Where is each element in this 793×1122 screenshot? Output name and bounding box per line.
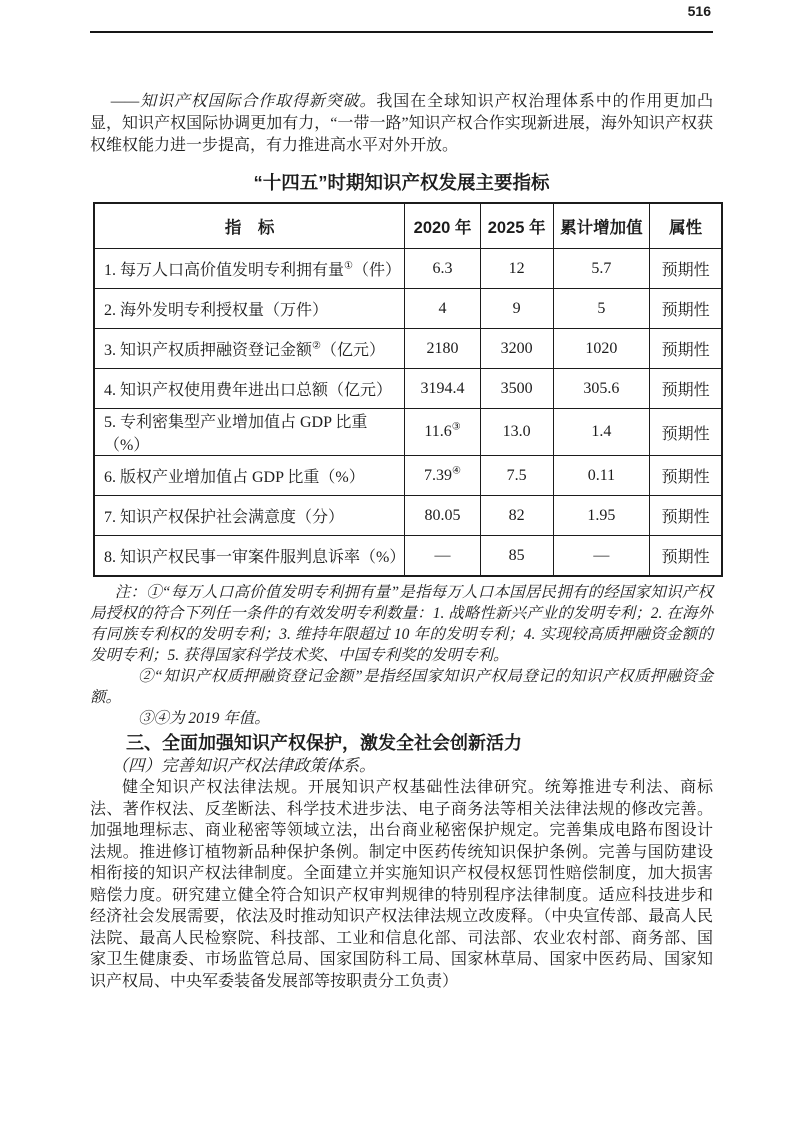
footnote-mark: ③: [451, 421, 461, 433]
table-row: [94, 496, 722, 536]
note-3: ③④为 2019 年值。: [138, 710, 270, 727]
cell-attr: 预期性: [650, 289, 722, 329]
cell-2020: 80.05: [405, 496, 480, 536]
header-indicator: 指 标: [94, 203, 405, 249]
footnote-mark: ④: [452, 465, 462, 477]
header-2020: 2020 年: [405, 203, 480, 249]
header-attr: 属性: [650, 203, 722, 249]
cell-2020: 3194.4: [405, 369, 480, 409]
cell-delta: 1.4: [553, 409, 650, 456]
cell-indicator: 7. 知识产权保护社会满意度（分）: [94, 496, 405, 536]
cell-delta: 5.7: [553, 249, 650, 289]
page-number: 516: [687, 3, 711, 19]
cell-attr: 预期性: [650, 456, 722, 496]
header-2025: 2025 年: [480, 203, 553, 249]
table-row: [94, 369, 722, 409]
cell-2025: 3500: [480, 369, 553, 409]
cell-2020: 11.6③: [405, 409, 480, 456]
cell-indicator: 6. 版权产业增加值占 GDP 比重（%）: [94, 456, 405, 496]
cell-2025: 12: [480, 249, 553, 289]
section-heading: 三、全面加强知识产权保护，激发全社会创新活力: [126, 733, 522, 753]
cell-2025: 13.0: [480, 409, 553, 456]
intro-body: 我国在全球知识产权治理体系中的作用更加凸显，知识产权国际协调更加有力，“一带一路”知识产权合作实现新进展，海外知识产权获权维权能力进一步提高，有力推进高水平对外开放。: [90, 93, 713, 154]
cell-2020: 2180: [405, 329, 480, 369]
cell-delta: 305.6: [553, 369, 650, 409]
note-2: ②“知识产权质押融资登记金额”是指经国家知识产权局登记的知识产权质押融资金额。: [90, 668, 713, 706]
cell-indicator: 8. 知识产权民事一审案件服判息诉率（%）: [94, 536, 405, 577]
cell-indicator: 2. 海外发明专利授权量（万件）: [94, 289, 405, 329]
cell-2020: 6.3: [405, 249, 480, 289]
intro-paragraph: [90, 91, 713, 157]
cell-2025: 9: [480, 289, 553, 329]
subsection-heading: （四）完善知识产权法律政策体系。: [111, 756, 376, 775]
table-row: [94, 249, 722, 289]
table-title: “十四五”时期知识产权发展主要指标: [253, 172, 550, 193]
cell-indicator: 4. 知识产权使用费年进出口总额（亿元）: [94, 369, 405, 409]
table-notes: [90, 582, 713, 729]
table-row: [94, 289, 722, 329]
cell-indicator: 3. 知识产权质押融资登记金额②（亿元）: [94, 329, 405, 369]
intro-lead: ——知识产权国际合作取得新突破。: [110, 93, 377, 110]
cell-2025: 7.5: [480, 456, 553, 496]
footnote-mark: ②: [312, 340, 321, 352]
cell-2025: 85: [480, 536, 553, 577]
header-rule: [90, 31, 713, 33]
cell-2020: 7.39④: [405, 456, 480, 496]
cell-attr: 预期性: [650, 249, 722, 289]
table-row: [94, 536, 722, 577]
cell-delta: 1.95: [553, 496, 650, 536]
cell-indicator: 1. 每万人口高价值发明专利拥有量①（件）: [94, 249, 405, 289]
cell-delta: 1020: [553, 329, 650, 369]
cell-2020: 4: [405, 289, 480, 329]
cell-attr: 预期性: [650, 369, 722, 409]
cell-delta: 5: [553, 289, 650, 329]
header-delta: 累计增加值: [553, 203, 650, 249]
cell-delta: 0.11: [553, 456, 650, 496]
indicators-table: [93, 202, 723, 577]
footnote-mark: ①: [344, 260, 353, 272]
table-row: [94, 329, 722, 369]
cell-indicator: 5. 专利密集型产业增加值占 GDP 比重（%）: [94, 409, 405, 456]
cell-attr: 预期性: [650, 329, 722, 369]
cell-2020: —: [405, 536, 480, 577]
cell-attr: 预期性: [650, 496, 722, 536]
cell-attr: 预期性: [650, 409, 722, 456]
cell-attr: 预期性: [650, 536, 722, 577]
table-header-row: [94, 203, 722, 249]
note-1: 注：①“每万人口高价值发明专利拥有量”是指每万人口本国居民拥有的经国家知识产权局授权的符合下列任一条件的有效发明专利数量：1. 战略性新兴产业的发明专利；2. 在海外有同族专利权的发明专利；3. 维持年限超过 10 年的发明专利；4. 实现较高质押融资金额的发明专利；5. 获得国家科学技术奖、中国专利奖的发明专利。: [90, 584, 713, 664]
table-row: [94, 456, 722, 496]
cell-2025: 3200: [480, 329, 553, 369]
policy-paragraph: 健全知识产权法律法规。开展知识产权基础性法律研究。统筹推进专利法、商标法、著作权法、反垄断法、科学技术进步法、电子商务法等相关法律法规的修改完善。加强地理标志、商业秘密等领域立法，出台商业秘密保护规定。完善集成电路布图设计法规。推进修订植物新品种保护条例。制定中医药传统知识保护条例。完善与国防建设相衔接的知识产权法律制度。全面建立并实施知识产权侵权惩罚性赔偿制度，加大损害赔偿力度。研究建立健全符合知识产权审判规律的特别程序法律制度。适应科技进步和经济社会发展需要，依法及时推动知识产权法律法规立改废释。（中央宣传部、最高人民法院、最高人民检察院、科技部、工业和信息化部、司法部、农业农村部、商务部、国家卫生健康委、市场监管总局、国家国防科工局、国家林草局、国家中医药局、国家知识产权局、中央军委装备发展部等按职责分工负责）: [90, 779, 713, 990]
cell-delta: —: [553, 536, 650, 577]
table-row: [94, 409, 722, 456]
cell-2025: 82: [480, 496, 553, 536]
